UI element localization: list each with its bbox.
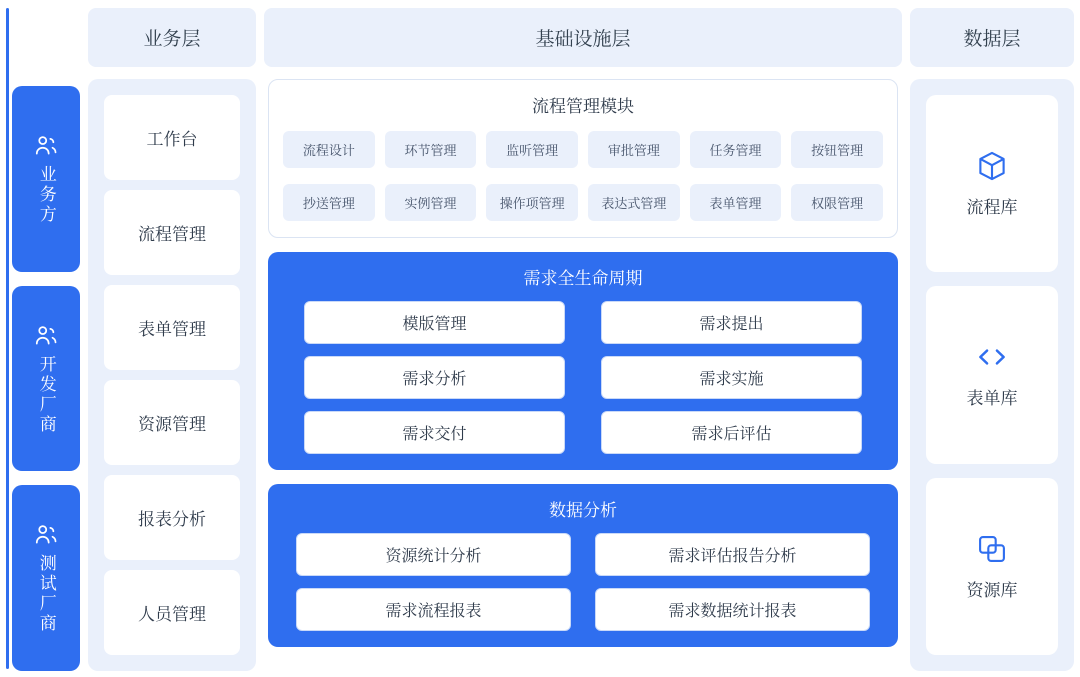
chip-operation-item-management[interactable]: 操作项管理 [486,184,578,221]
infrastructure-layer-body [264,79,902,671]
business-item-report-analysis[interactable]: 报表分析 [104,475,240,560]
chip-button-management[interactable]: 按钮管理 [791,131,883,168]
copy-icon [975,532,1009,566]
infrastructure-layer-title: 基础设施层 [264,8,902,67]
business-layer-items [88,79,256,671]
business-layer-title: 业务层 [88,8,256,67]
data-item-process-library[interactable] [926,95,1058,272]
chip-form-management[interactable]: 表单管理 [690,184,782,221]
data-item-label: 流程库 [966,198,1018,218]
chip-node-management[interactable]: 环节管理 [385,131,477,168]
business-item-process-mgmt[interactable]: 流程管理 [104,190,240,275]
chip-permission-management[interactable]: 权限管理 [791,184,883,221]
lifecycle-title: 需求全生命周期 [523,269,643,288]
role-test-vendor[interactable] [12,485,80,671]
lifecycle-requirement-proposal[interactable]: 需求提出 [601,301,862,344]
business-item-resource-mgmt[interactable]: 资源管理 [104,380,240,465]
user-icon [33,133,59,159]
business-item-workbench[interactable]: 工作台 [104,95,240,180]
code-icon [975,340,1009,374]
lifecycle-requirement-delivery[interactable]: 需求交付 [304,411,565,454]
analysis-evaluation-report[interactable]: 需求评估报告分析 [595,533,870,576]
data-item-label: 资源库 [966,580,1018,600]
chip-task-management[interactable]: 任务管理 [690,131,782,168]
user-icon [33,522,59,548]
role-business-party[interactable] [12,86,80,272]
data-analysis-panel [268,484,898,647]
analysis-requirement-data-report[interactable]: 需求数据统计报表 [595,588,870,631]
data-layer-items [910,79,1074,671]
chip-listener-management[interactable]: 监听管理 [486,131,578,168]
data-item-resource-library[interactable] [926,478,1058,655]
process-management-module-panel [268,79,898,238]
requirement-lifecycle-panel [268,252,898,470]
business-item-form-mgmt[interactable]: 表单管理 [104,285,240,370]
left-accent-rail [6,8,9,669]
process-module-chip-grid [283,131,883,221]
lifecycle-requirement-analysis[interactable]: 需求分析 [304,356,565,399]
data-layer-title: 数据层 [910,8,1074,67]
role-label: 开发厂商 [36,354,56,435]
data-analysis-grid [296,533,870,631]
infrastructure-layer-column [264,8,902,671]
business-item-personnel-mgmt[interactable]: 人员管理 [104,570,240,655]
data-analysis-title: 数据分析 [549,501,617,520]
chip-expression-management[interactable]: 表达式管理 [588,184,680,221]
data-item-form-library[interactable] [926,286,1058,463]
lifecycle-template-management[interactable]: 模版管理 [304,301,565,344]
user-icon [33,323,59,349]
chip-instance-management[interactable]: 实例管理 [385,184,477,221]
chip-approval-management[interactable]: 审批管理 [588,131,680,168]
data-layer-column [910,8,1074,671]
roles-column [6,8,80,671]
data-item-label: 表单库 [966,389,1018,409]
chip-process-design[interactable]: 流程设计 [283,131,375,168]
role-label: 业务方 [36,164,56,225]
lifecycle-post-evaluation[interactable]: 需求后评估 [601,411,862,454]
chip-cc-management[interactable]: 抄送管理 [283,184,375,221]
analysis-requirement-process-report[interactable]: 需求流程报表 [296,588,571,631]
role-label: 测试厂商 [36,554,56,635]
role-dev-vendor[interactable] [12,286,80,472]
analysis-resource-statistics[interactable]: 资源统计分析 [296,533,571,576]
business-layer-column [88,8,256,671]
lifecycle-grid [304,301,862,454]
lifecycle-requirement-implementation[interactable]: 需求实施 [601,356,862,399]
cube-icon [975,149,1009,183]
process-module-title: 流程管理模块 [532,97,634,116]
